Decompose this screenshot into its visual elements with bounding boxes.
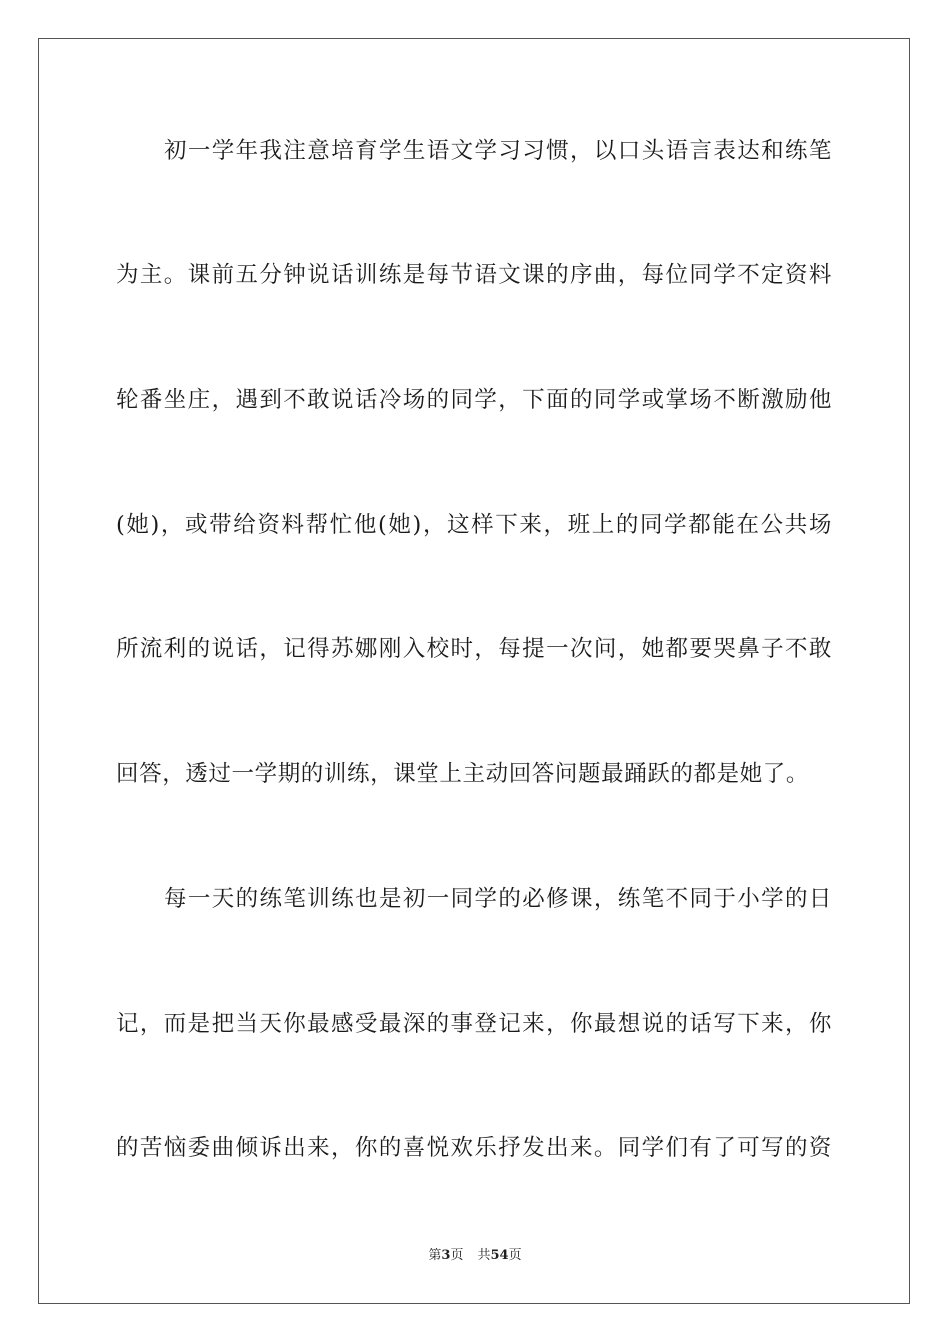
paragraph-1-line-5: 所流利的说话，记得苏娜刚入校时，每提一次问，她都要哭鼻子不敢 <box>116 636 832 662</box>
paragraph-1-line-3: 轮番坐庄，遇到不敢说话冷场的同学，下面的同学或掌场不断激励他 <box>116 387 832 413</box>
paragraph-1-line-2: 为主。课前五分钟说话训练是每节语文课的序曲，每位同学不定资料 <box>116 262 832 288</box>
paragraph-1-line-4: (她)，或带给资料帮忙他(她)，这样下来，班上的同学都能在公共场 <box>116 512 832 538</box>
total-pages: 54 <box>490 1248 509 1263</box>
page-number: 3 <box>441 1248 451 1263</box>
total-suffix: 页 <box>508 1248 522 1263</box>
page-border <box>38 38 910 1304</box>
paragraph-2-line-2: 记，而是把当天你最感受最深的事登记来，你最想说的话写下来，你 <box>116 1011 832 1037</box>
paragraph-1-line-1: 初一学年我注意培育学生语文学习习惯，以口头语言表达和练笔 <box>164 138 832 164</box>
paragraph-2-line-3: 的苦恼委曲倾诉出来，你的喜悦欢乐抒发出来。同学们有了可写的资 <box>116 1135 832 1161</box>
page-footer <box>0 1247 950 1265</box>
total-prefix: 共 <box>477 1248 491 1263</box>
page-prefix: 第 <box>428 1248 442 1263</box>
page-suffix: 页 <box>450 1248 464 1263</box>
paragraph-1-line-6: 回答，透过一学期的训练，课堂上主动回答问题最踊跃的都是她了。 <box>116 761 810 787</box>
paragraph-2-line-1: 每一天的练笔训练也是初一同学的必修课，练笔不同于小学的日 <box>164 886 832 912</box>
